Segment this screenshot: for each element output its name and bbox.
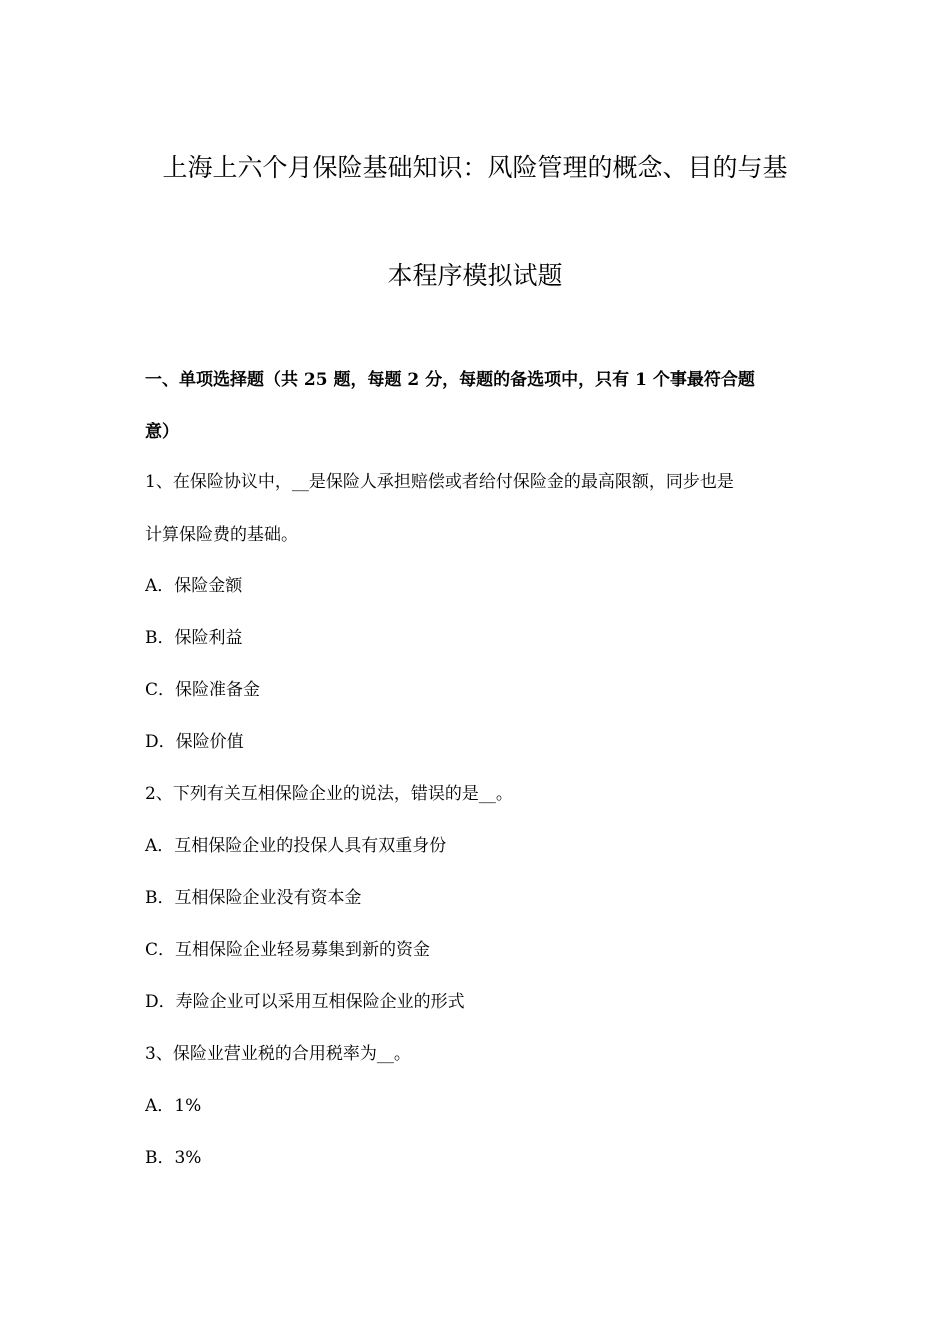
question-1-stem-line-1: 1、在保险协议中，__是保险人承担赔偿或者给付保险金的最高限额，同步也是 — [145, 472, 734, 492]
question-2-option-b: B．互相保险企业没有资本金 — [145, 888, 362, 908]
question-3-option-a: A．1% — [145, 1096, 202, 1116]
question-1-option-a: A．保险金额 — [145, 576, 243, 596]
question-1-option-c: C．保险准备金 — [145, 680, 261, 700]
question-1-option-b: B．保险利益 — [145, 628, 243, 648]
question-2-option-c: C．互相保险企业轻易募集到新的资金 — [145, 940, 431, 960]
question-2-option-d: D．寿险企业可以采用互相保险企业的形式 — [145, 992, 465, 1012]
question-3-option-b: B．3% — [145, 1148, 202, 1168]
question-3-stem: 3、保险业营业税的合用税率为__。 — [145, 1044, 411, 1064]
question-2-stem: 2、下列有关互相保险企业的说法，错误的是__。 — [145, 784, 513, 804]
question-1-option-d: D．保险价值 — [145, 732, 244, 752]
question-1-stem-line-2: 计算保险费的基础。 — [145, 525, 298, 545]
question-2-option-a: A．互相保险企业的投保人具有双重身份 — [145, 836, 447, 856]
document-title-line-1: 上海上六个月保险基础知识：风险管理的概念、目的与基 — [162, 153, 788, 182]
section-heading-line-2: 意） — [145, 422, 179, 442]
section-heading-line-1: 一、单项选择题（共 25 题，每题 2 分，每题的备选项中，只有 1 个事最符合题 — [145, 370, 755, 390]
document-title-line-2: 本程序模拟试题 — [387, 261, 563, 290]
